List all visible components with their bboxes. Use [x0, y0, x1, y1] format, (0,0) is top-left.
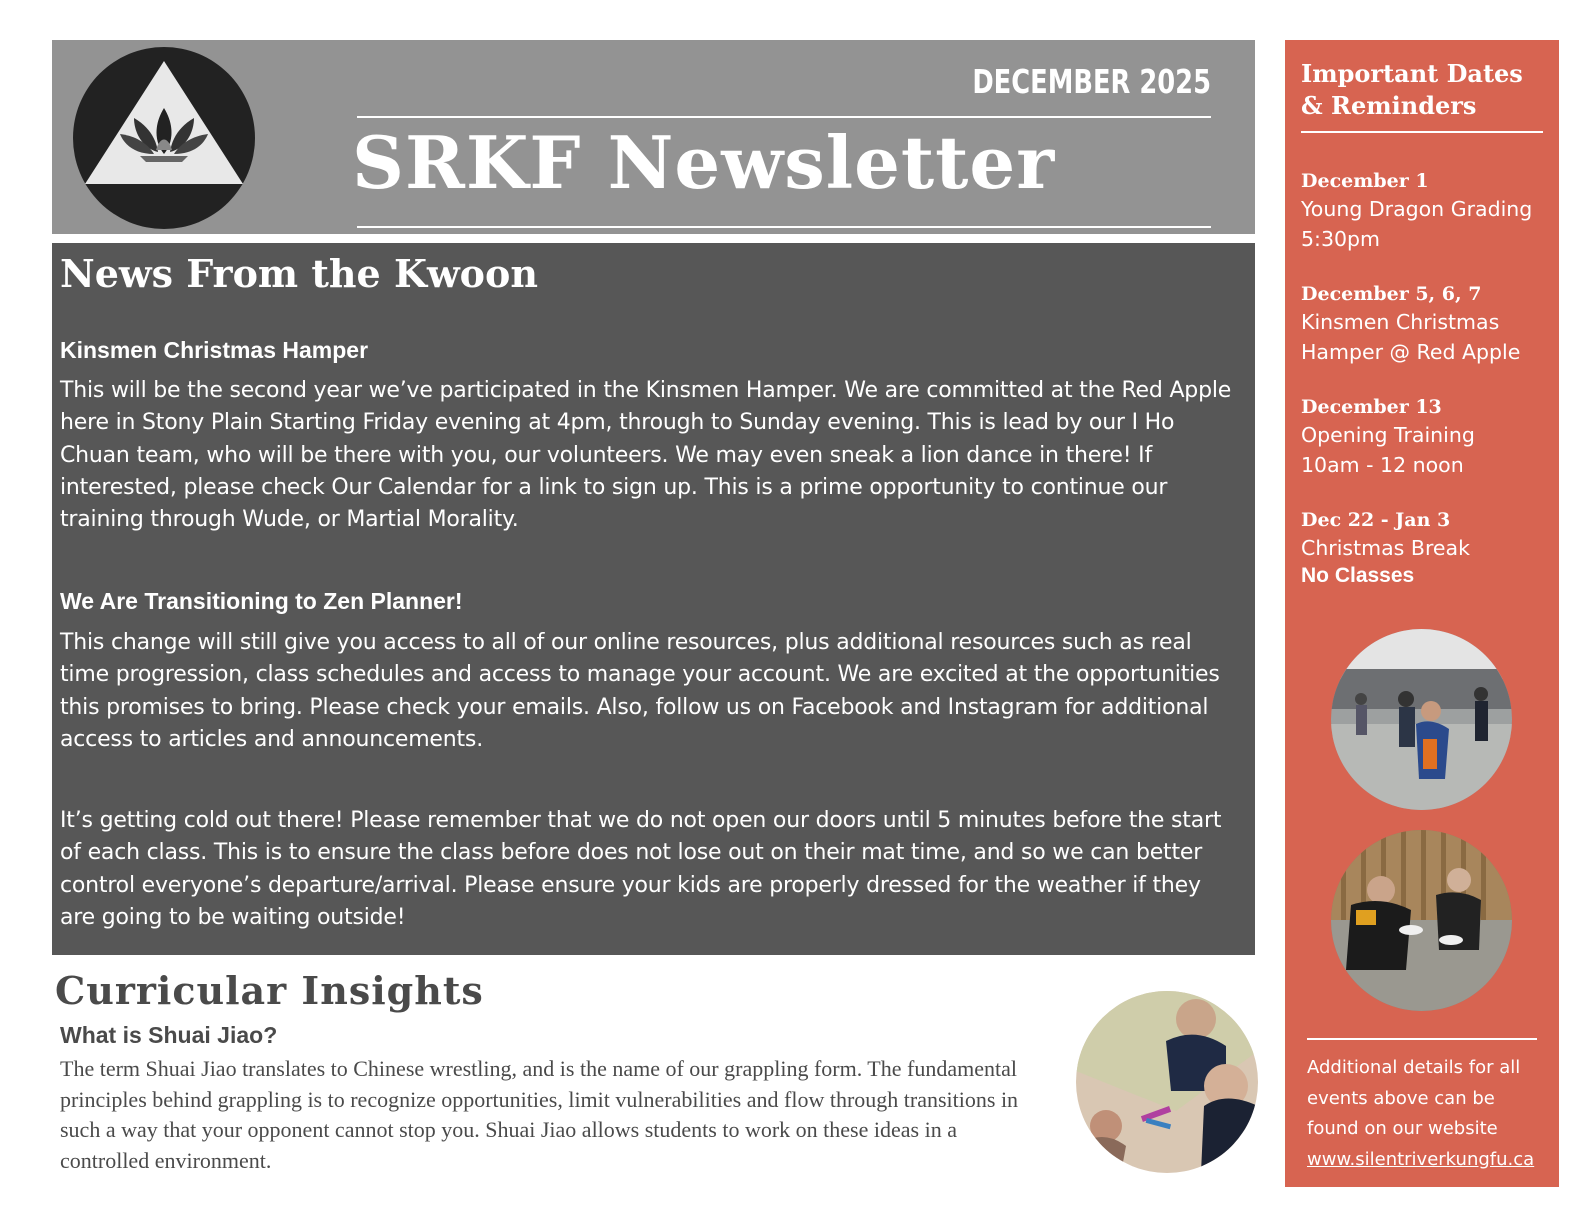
event-date: December 5, 6, 7	[1301, 283, 1482, 305]
sidebar-rule-top	[1301, 131, 1543, 133]
event-item	[1301, 168, 1551, 254]
curricular-heading: Curricular Insights	[55, 968, 484, 1013]
kids-floor-photo	[1076, 991, 1258, 1173]
event-item	[1301, 394, 1551, 480]
news-heading: News From the Kwoon	[60, 251, 539, 296]
header-rule-bottom	[357, 226, 1211, 228]
sidebar-rule-bottom	[1307, 1038, 1537, 1040]
newsletter-title: SRKF Newsletter	[352, 120, 1056, 205]
important-dates-sidebar	[1285, 40, 1559, 1187]
event-line: Hamper @ Red Apple	[1301, 340, 1521, 364]
curricular-paragraph: The term Shuai Jiao translates to Chinese wrestling, and is the name of our grappling form. The fundamental principles behind grappling is to recognize opportunities, limit vulnerabilities and flow through transitions in such a way that your opponent cannot stop you. Shuai Jiao allows students to work on these ideas in a controlled environment.	[60, 1056, 1019, 1173]
event-item	[1301, 507, 1551, 589]
event-line: 5:30pm	[1301, 227, 1381, 251]
sidebar-title: Important Dates & Reminders	[1301, 59, 1523, 120]
news-subheading-zen-planner: We Are Transitioning to Zen Planner!	[60, 588, 463, 614]
curricular-subheading: What is Shuai Jiao?	[60, 1022, 278, 1048]
event-line: 10am - 12 noon	[1301, 453, 1464, 477]
issue-date: DECEMBER 2025	[972, 62, 1211, 101]
event-line: Young Dragon Grading	[1301, 197, 1533, 221]
event-date: Dec 22 - Jan 3	[1301, 509, 1451, 531]
event-line: Opening Training	[1301, 423, 1475, 447]
news-paragraph-hamper: This will be the second year we’ve participated in the Kinsmen Hamper. We are committed at the Red Apple here in Stony Plain Starting Friday evening at 4pm, through to Sunday evening. This is lead by our I Ho Chuan team, who will be there with you, our volunteers. We may even sneak a lion dance in there! If interested, please check Our Calendar for a link to sign up. This is a prime opportunity to continue our training through Wude, or Martial Morality.	[60, 378, 1232, 533]
event-item	[1301, 281, 1551, 367]
news-paragraph-zen-planner: This change will still give you access to all of our online resources, plus additional resources such as real time progression, class schedules and access to manage your account. We are excited at the opportunities this promises to bring. Please check your emails. Also, follow us on Facebook and Instagram for additional access to articles and announcements.	[60, 630, 1220, 752]
event-line: Kinsmen Christmas	[1301, 310, 1500, 334]
news-subheading-hamper: Kinsmen Christmas Hamper	[60, 337, 369, 363]
event-line: Christmas Break	[1301, 536, 1470, 560]
news-section	[52, 243, 1255, 955]
newsletter-header	[52, 40, 1255, 234]
sidebar-footer-text: Additional details for all events above can be found on our website	[1307, 1057, 1521, 1139]
kids-snack-photo	[1331, 830, 1512, 1011]
website-link[interactable]: www.silentriverkungfu.ca	[1307, 1148, 1535, 1170]
event-date: December 13	[1301, 396, 1442, 418]
event-date: December 1	[1301, 170, 1429, 192]
header-rule-top	[357, 116, 1211, 118]
srkf-logo	[73, 47, 255, 229]
news-paragraph-cold-weather: It’s getting cold out there! Please remember that we do not open our doors until 5 minutes before the start of each class. This is to ensure the class before does not lose out on their mat time, and so we can better control everyone’s departure/arrival. Please ensure your kids are properly dressed for the weather if they are going to be waiting outside!	[60, 808, 1222, 930]
training-hall-photo	[1331, 629, 1512, 810]
event-note-no-classes: No Classes	[1301, 564, 1415, 587]
sidebar-footer	[1307, 1053, 1547, 1175]
